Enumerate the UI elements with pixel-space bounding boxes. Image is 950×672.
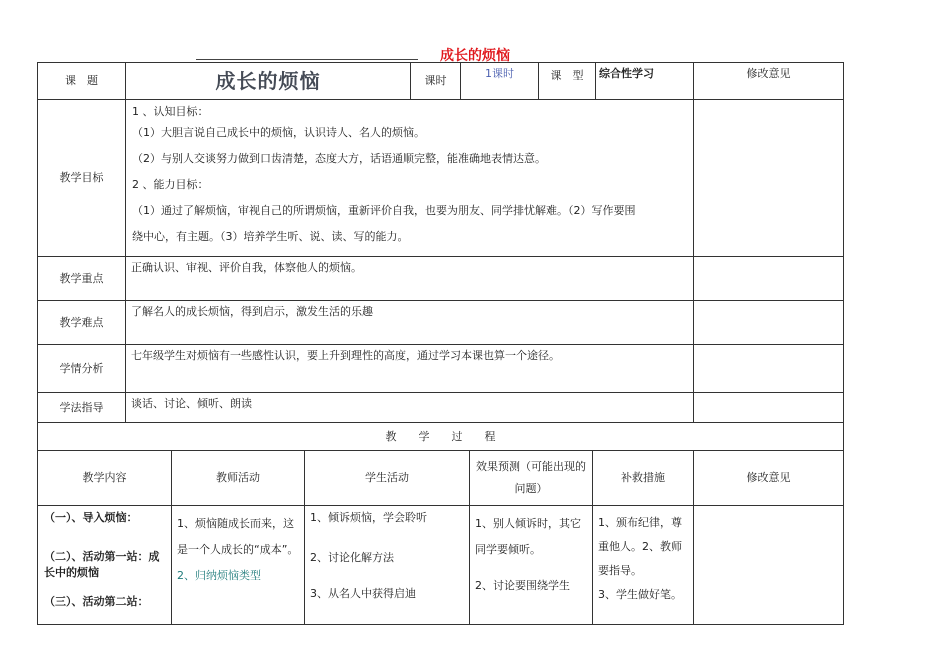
process-col-header: 修改意见 (694, 451, 844, 506)
hours-value: 1课时 (461, 63, 539, 100)
objectives-line: 绕中心，有主题。（3）培养学生听、说、读、写的能力。 (132, 230, 409, 243)
title-underline (196, 59, 418, 60)
difficulties-label: 教学难点 (38, 301, 126, 345)
teaching-process-table (37, 422, 844, 625)
process-teacher-item: 1、烦恼随成长而来，这是一个人成长的“成本”。 (177, 517, 299, 556)
process-effect-item: 1、别人倾诉时，其它同学要倾听。 (475, 517, 581, 556)
key-points-text: 正确认识、审视、评价自我，体察他人的烦恼。 (126, 257, 694, 301)
key-points-label: 教学重点 (38, 257, 126, 301)
objectives-line: （2）与别人交谈努力做到口齿清楚，态度大方，话语通顺完整，能准确地表情达意。 (132, 152, 546, 165)
difficulties-revision (694, 301, 844, 345)
hours-label: 课时 (411, 63, 461, 100)
process-col-header: 教学内容 (38, 451, 172, 506)
process-heading: 教 学 过 程 (38, 423, 844, 451)
process-col-header: 教师活动 (172, 451, 305, 506)
process-student-item: 2、讨论化解方法 (310, 551, 394, 564)
process-content-item: （一）、导入烦恼： (44, 511, 138, 524)
page-title: 成长的烦恼 (440, 48, 510, 64)
objectives-line: 1 、认知目标： (132, 105, 209, 118)
process-col-header: 补救措施 (593, 451, 694, 506)
method-revision (694, 393, 844, 423)
process-col-header: 效果预测（可能出现的问题） (470, 451, 593, 506)
type-value: 综合性学习 (596, 63, 694, 100)
process-remedy-cell (593, 506, 694, 625)
objectives-line: （1）大胆言说自己成长中的烦恼，认识诗人、名人的烦恼。 (132, 126, 425, 139)
objectives-revision (694, 100, 844, 257)
process-teacher-item: 2、归纳烦恼类型 (177, 569, 261, 582)
type-label: 课 型 (539, 63, 596, 100)
objectives-line: 2 、能力目标： (132, 178, 209, 191)
objectives-label: 教学目标 (38, 100, 126, 257)
process-student-item: 3、从名人中获得启迪 (310, 587, 416, 600)
process-content-item: （三）、活动第二站： (44, 595, 149, 608)
method-text: 谈话、讨论、倾听、朗读 (126, 393, 694, 423)
process-effect-item: 2、讨论要围绕学生 (475, 579, 570, 592)
process-remedy-item: 1、颁布纪律，尊重他人。2、教师要指导。 (598, 516, 682, 577)
process-content-cell (38, 506, 172, 625)
topic-label: 课 题 (38, 63, 126, 100)
process-student-item: 1、倾诉烦恼，学会聆听 (310, 511, 427, 524)
revision-label: 修改意见 (694, 63, 844, 100)
process-effect-cell (470, 506, 593, 625)
process-student-cell (305, 506, 470, 625)
analysis-label: 学情分析 (38, 345, 126, 393)
topic-value: 成长的烦恼 (126, 63, 411, 100)
process-col-header: 学生活动 (305, 451, 470, 506)
objectives-text (126, 100, 694, 257)
process-content-item: （二）、活动第一站：成长中的烦恼 (44, 550, 160, 579)
method-label: 学法指导 (38, 393, 126, 423)
objectives-line: （1）通过了解烦恼，审视自己的所谓烦恼，重新评价自我，也要为朋友、同学排忧解难。（2）写作要围 (132, 204, 636, 217)
lesson-info-table (37, 62, 844, 423)
difficulties-text: 了解名人的成长烦恼，得到启示，激发生活的乐趣 (126, 301, 694, 345)
analysis-revision (694, 345, 844, 393)
key-points-revision (694, 257, 844, 301)
process-teacher-cell (172, 506, 305, 625)
process-revision-cell (694, 506, 844, 625)
analysis-text: 七年级学生对烦恼有一些感性认识，要上升到理性的高度，通过学习本课也算一个途径。 (126, 345, 694, 393)
process-remedy-item: 3、学生做好笔。 (598, 588, 682, 601)
